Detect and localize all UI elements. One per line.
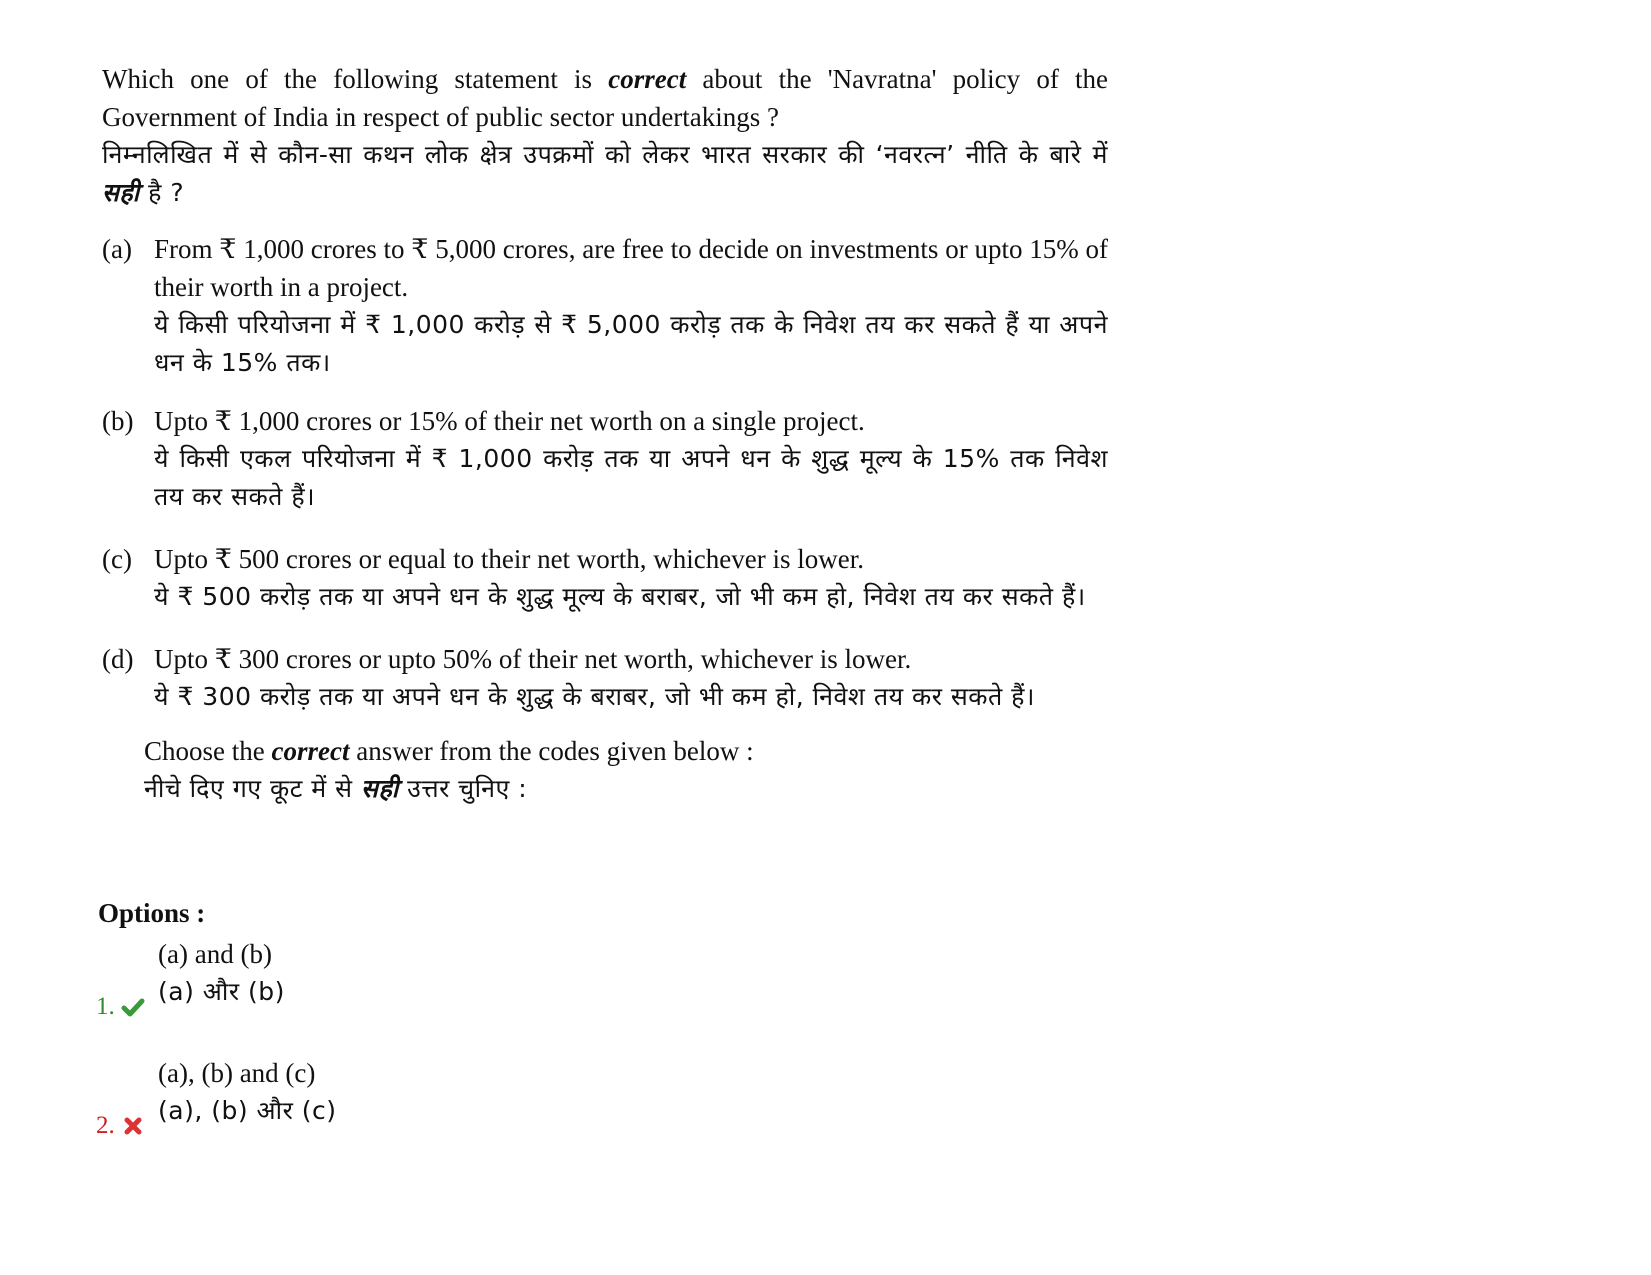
codes-text-en-part2: answer from the codes given below : bbox=[349, 736, 754, 766]
codes-text-hindi bbox=[144, 770, 1108, 808]
codes-text-hi-part1: नीचे दिए गए कूट में से bbox=[144, 774, 362, 803]
question-text-hindi bbox=[102, 136, 1108, 212]
codes-emphasis-en: correct bbox=[271, 736, 350, 766]
statement-c bbox=[102, 540, 1108, 616]
options-heading: Options : bbox=[98, 898, 206, 928]
answer-option-text bbox=[158, 1054, 337, 1130]
check-icon bbox=[121, 995, 145, 1019]
answer-option-text-english: (a) and (b) bbox=[158, 939, 272, 969]
codes-instruction bbox=[102, 732, 1108, 808]
answer-option-number bbox=[96, 1110, 145, 1142]
question-text-hi-part2: है ? bbox=[139, 178, 185, 207]
statement-letter: (b) bbox=[102, 406, 134, 436]
question-emphasis-hi: सही bbox=[102, 178, 140, 207]
statement-text-hindi: ये किसी परियोजना में ₹ 1,000 करोड़ से ₹ 5,000 करोड़ तक के निवेश तय कर सकते हैं या अपने धन के 15% तक। bbox=[154, 310, 1108, 377]
question-block bbox=[102, 60, 1108, 808]
statement-a bbox=[102, 230, 1108, 382]
question-text-english bbox=[102, 60, 1108, 136]
question-text-en-part2: about the 'Navratna' policy of the Government of India in respect of public sector undertakings ? bbox=[102, 64, 1109, 132]
statement-text-english: Upto ₹ 500 crores or equal to their net worth, whichever is lower. bbox=[154, 544, 864, 574]
statement-text-english: Upto ₹ 1,000 crores or 15% of their net worth on a single project. bbox=[154, 406, 865, 436]
statement-text-english: From ₹ 1,000 crores to ₹ 5,000 crores, are free to decide on investments or upto 15% of their worth in a project. bbox=[154, 234, 1108, 302]
statement-d bbox=[102, 640, 1108, 716]
codes-text-hi-part2: उत्तर चुनिए : bbox=[398, 774, 528, 803]
answer-option-text-hindi: (a) और (b) bbox=[158, 977, 285, 1006]
answer-option-number-label: 2. bbox=[96, 1112, 115, 1139]
statement-b bbox=[102, 402, 1108, 516]
statement-text-hindi: ये ₹ 300 करोड़ तक या अपने धन के शुद्ध के बराबर, जो भी कम हो, निवेश तय कर सकते हैं। bbox=[154, 682, 1035, 711]
statement-letter: (a) bbox=[102, 234, 132, 264]
statement-text-hindi: ये ₹ 500 करोड़ तक या अपने धन के शुद्ध मूल्य के बराबर, जो भी कम हो, निवेश तय कर सकते हैं। bbox=[154, 582, 1086, 611]
codes-text-english bbox=[144, 732, 1108, 770]
question-text-hi-part1: निम्नलिखित में से कौन-सा कथन लोक क्षेत्र उपक्रमों को लेकर भारत सरकार की ‘नवरत्न’ नीति के बारे में bbox=[102, 140, 1108, 169]
statement-letter: (c) bbox=[102, 544, 132, 574]
question-text-en-part1: Which one of the following statement is bbox=[102, 64, 609, 94]
statement-text-english: Upto ₹ 300 crores or upto 50% of their net worth, whichever is lower. bbox=[154, 644, 912, 674]
question-emphasis-en: correct bbox=[608, 64, 687, 94]
codes-text-en-part1: Choose the bbox=[144, 736, 272, 766]
answer-option-text-hindi: (a), (b) और (c) bbox=[158, 1096, 337, 1125]
codes-emphasis-hi: सही bbox=[361, 774, 399, 803]
answer-option-number bbox=[96, 991, 145, 1023]
answer-option-text bbox=[158, 935, 285, 1011]
statement-text-hindi: ये किसी एकल परियोजना में ₹ 1,000 करोड़ तक या अपने धन के शुद्ध मूल्य के 15% तक निवेश तय कर सकते हैं। bbox=[154, 444, 1108, 511]
cross-icon bbox=[121, 1114, 145, 1138]
answer-option-number-label: 1. bbox=[96, 993, 115, 1020]
statement-letter: (d) bbox=[102, 644, 134, 674]
answer-option-text-english: (a), (b) and (c) bbox=[158, 1058, 316, 1088]
